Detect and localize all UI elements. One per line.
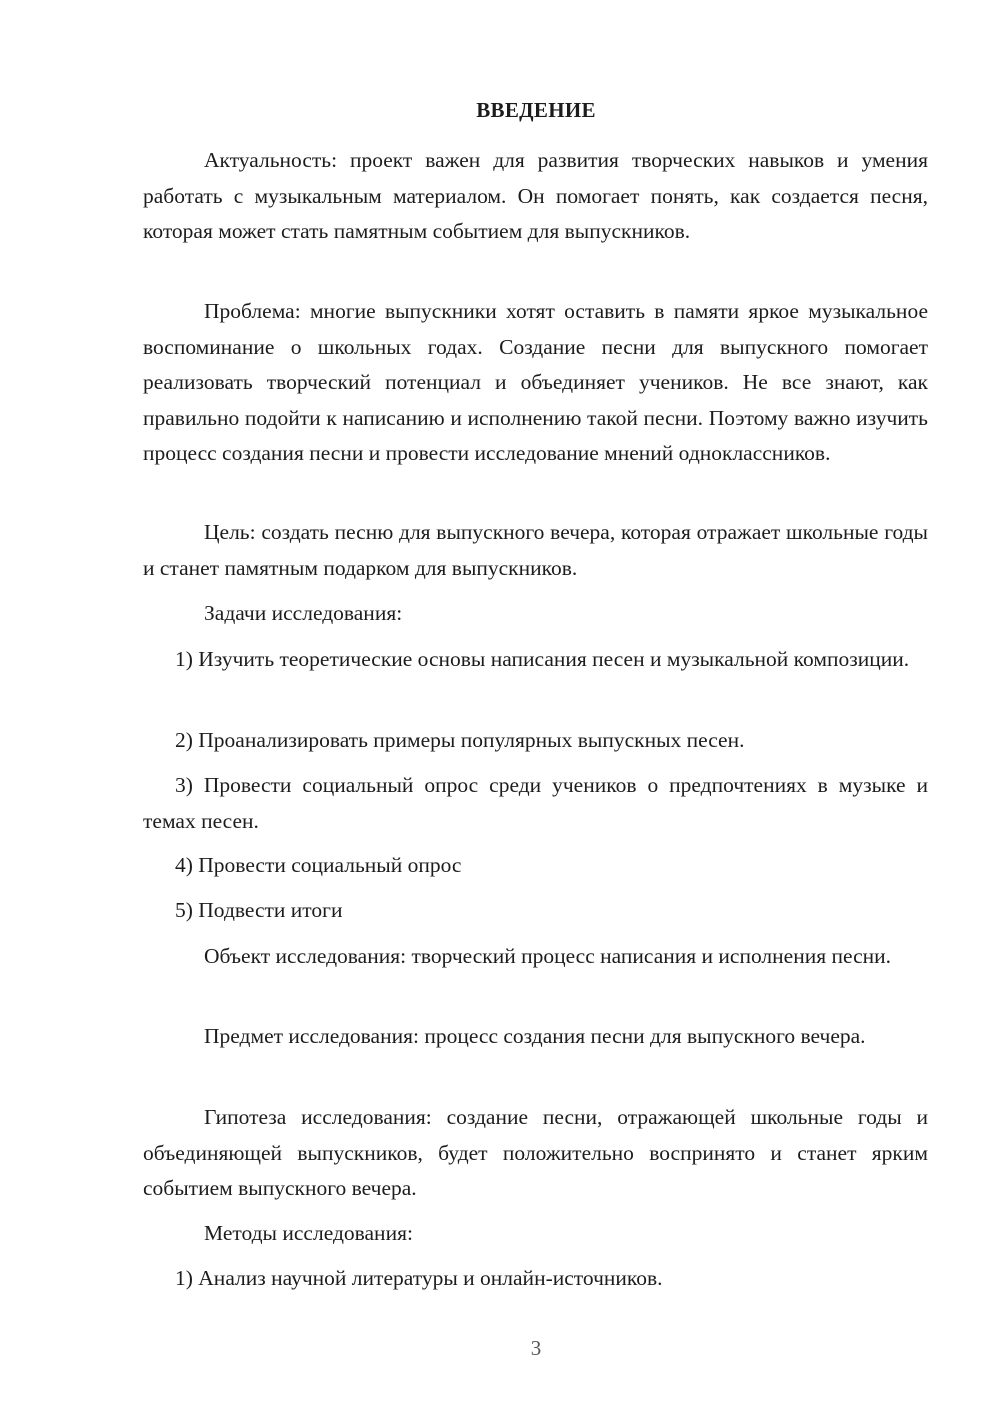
list-item: 5) Подвести итоги [175,898,343,922]
method-item-1 [143,1261,928,1297]
task-item-5 [143,893,928,929]
paragraph-problem [143,294,928,472]
paragraph-object [143,939,928,975]
paragraph-hypothesis [143,1100,928,1207]
paragraph-text: Объект исследования: творческий процесс написания и исполнения песни. [204,944,892,968]
task-item-4 [143,848,928,884]
list-item: 3) Провести социальный опрос среди учеников о предпочтениях в музыке и темах песен. [143,773,928,833]
list-item: 2) Проанализировать примеры популярных выпускных песен. [175,728,745,752]
paragraph-text: Проблема: многие выпускники хотят оставить в памяти яркое музыкальное воспоминание о школьных годах. Создание песни для выпускного помогает реализовать творческий потенциал и объединяет учеников. Не все знают, как правильно подойти к написанию и исполнению такой песни. Поэтому важно изучить процесс создания песни и провести исследование мнений одноклассников. [143,299,928,465]
paragraph-text: Задачи исследования: [204,601,403,625]
paragraph-text: Методы исследования: [204,1221,413,1245]
paragraph-relevance [143,143,928,250]
list-item: 4) Провести социальный опрос [175,853,462,877]
list-item: 1) Анализ научной литературы и онлайн-источников. [175,1266,663,1290]
task-item-1 [143,642,928,678]
paragraph-text: Цель: создать песню для выпускного вечера, которая отражает школьные годы и станет памятным подарком для выпускников. [143,520,928,580]
paragraph-text: Актуальность: проект важен для развития творческих навыков и умения работать с музыкальным материалом. Он помогает понять, как создается песня, которая может стать памятным событием для выпускников. [143,148,928,243]
paragraph-text: Предмет исследования: процесс создания песни для выпускного вечера. [204,1024,866,1048]
paragraph-goal [143,515,928,586]
page-title: ВВЕДЕНИЕ [476,98,596,122]
task-item-2 [143,723,928,759]
methods-heading [143,1216,928,1252]
paragraph-subject [143,1019,928,1055]
paragraph-text: Гипотеза исследования: создание песни, отражающей школьные годы и объединяющей выпускников, будет положительно воспринято и станет ярким событием выпускного вечера. [143,1105,928,1200]
tasks-heading [143,596,928,632]
list-item: 1) Изучить теоретические основы написания песен и музыкальной композиции. [175,647,910,671]
task-item-3 [143,768,928,839]
page-number: 3 [530,1336,542,1360]
